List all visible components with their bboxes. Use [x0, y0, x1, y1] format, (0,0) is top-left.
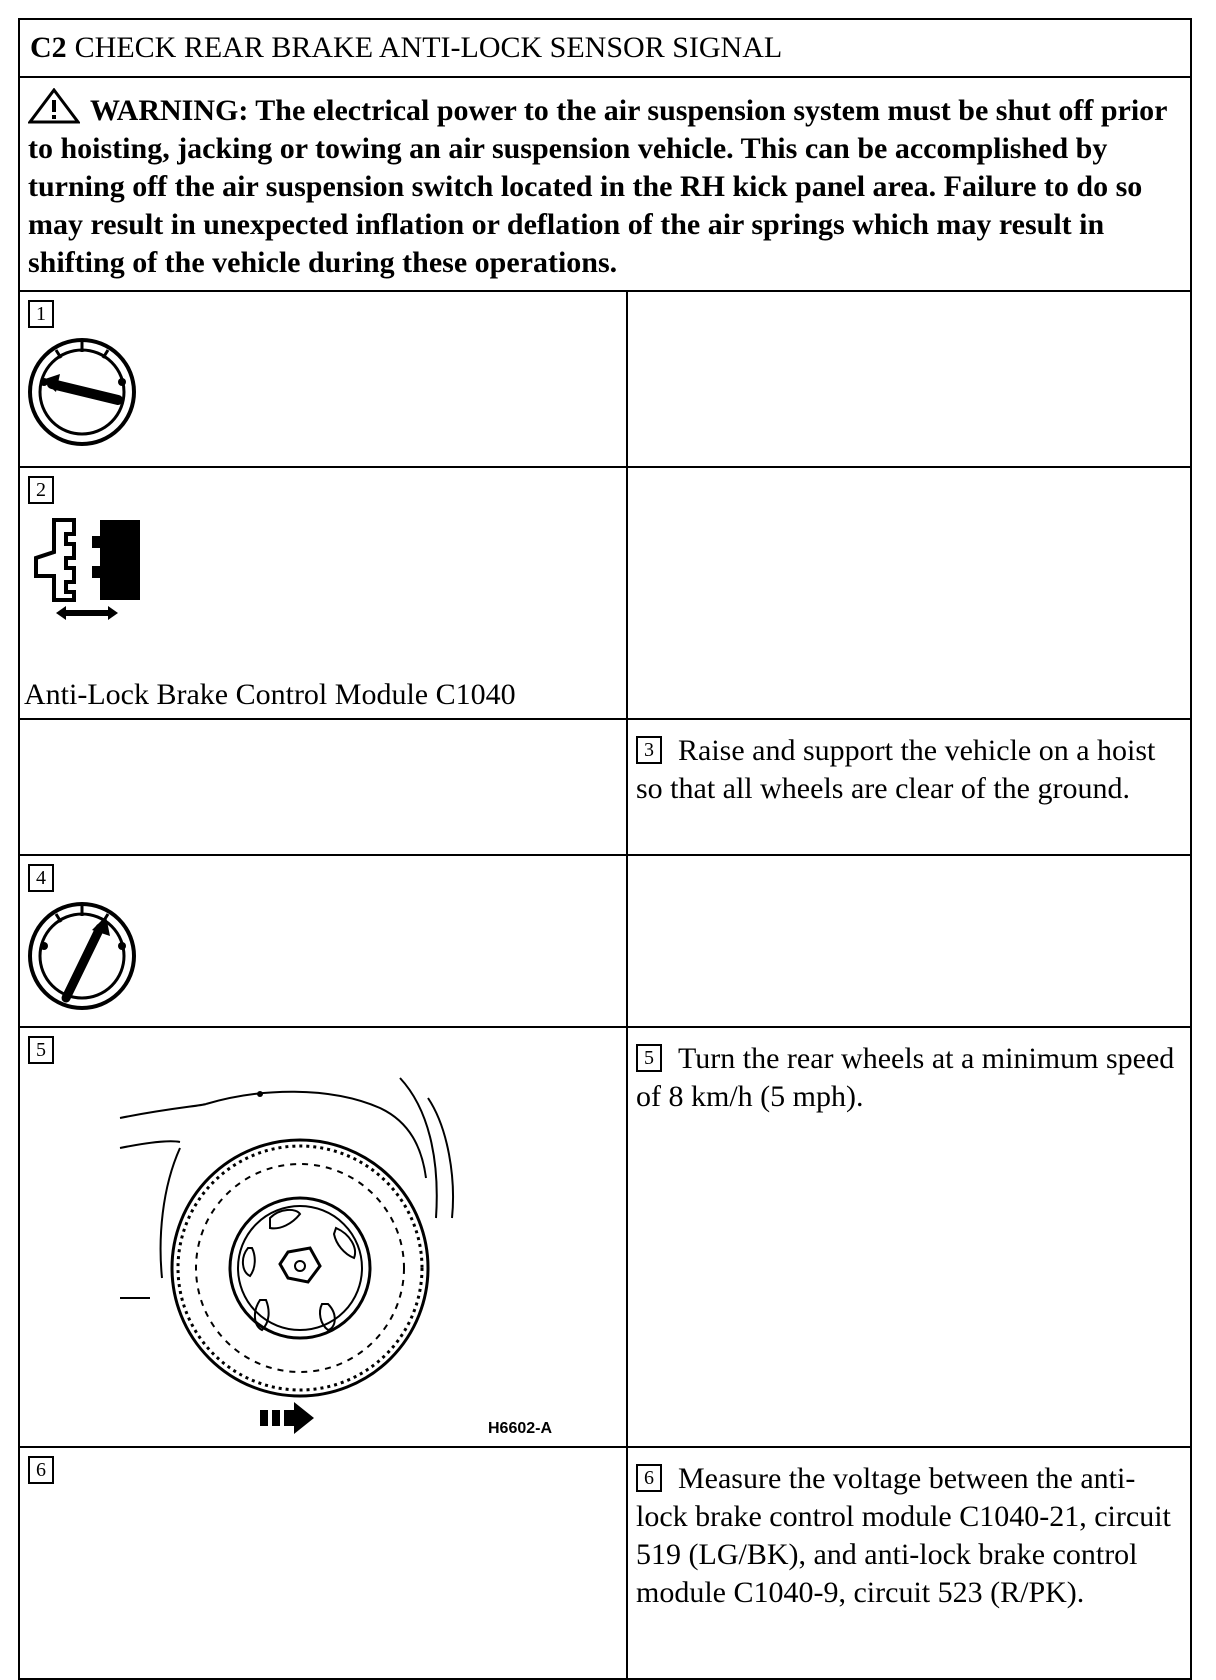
step-number-box: 5 — [28, 1036, 54, 1064]
step-instruction: Measure the voltage between the anti-lock brake control module C1040-21, circuit 519 (LG/BK), and anti-lock brake control module C1040-9, circuit 523 (R/PK). — [636, 1462, 1171, 1609]
step-number-box: 6 — [636, 1464, 662, 1492]
procedure-sheet — [18, 18, 1192, 1680]
step-row-2 — [20, 468, 1190, 720]
step-number-box: 6 — [28, 1456, 54, 1484]
step-row-6 — [20, 1448, 1190, 1678]
procedure-header — [20, 20, 1190, 78]
step-6-graphic-cell — [20, 1448, 628, 1678]
step-row-5 — [20, 1028, 1190, 1448]
step-number-box: 4 — [28, 864, 54, 892]
step-number-box: 1 — [28, 300, 54, 328]
figure-code: H6602-A — [488, 1420, 553, 1437]
step-row-1 — [20, 292, 1190, 468]
step-code: C2 — [30, 31, 67, 64]
ignition-key-on-icon — [26, 900, 138, 1012]
connector-disconnect-icon — [26, 514, 156, 624]
step-4-graphic-cell — [20, 856, 628, 1026]
step-5-graphic-cell — [20, 1028, 628, 1446]
step-2-graphic-cell — [20, 468, 628, 718]
warning-block — [20, 78, 1190, 292]
step-6-instruction-cell — [628, 1448, 1190, 1678]
step-number-box: 2 — [28, 476, 54, 504]
step-2-instruction-cell — [628, 468, 1190, 718]
step-instruction: Raise and support the vehicle on a hoist so that all wheels are clear of the ground. — [636, 734, 1156, 805]
warning-triangle-icon — [28, 88, 80, 124]
rear-wheel-rotate-illustration — [110, 1068, 590, 1438]
step-1-instruction-cell — [628, 292, 1190, 466]
connector-caption: Anti-Lock Brake Control Module C1040 — [24, 678, 516, 711]
step-number-box: 5 — [636, 1044, 662, 1072]
step-3-graphic-cell — [20, 720, 628, 854]
step-5-instruction-cell — [628, 1028, 1190, 1446]
step-number-box: 3 — [636, 736, 662, 764]
step-4-instruction-cell — [628, 856, 1190, 1026]
step-row-3 — [20, 720, 1190, 856]
procedure-title: CHECK REAR BRAKE ANTI-LOCK SENSOR SIGNAL — [74, 31, 783, 64]
ignition-key-off-icon — [26, 336, 138, 448]
step-instruction: Turn the rear wheels at a minimum speed of 8 km/h (5 mph). — [636, 1042, 1175, 1113]
step-3-instruction-cell — [628, 720, 1190, 854]
step-row-4 — [20, 856, 1190, 1028]
step-1-graphic-cell — [20, 292, 628, 466]
warning-text: WARNING: The electrical power to the air suspension system must be shut off prior to hoisting, jacking or towing an air suspension vehicle. This can be accomplished by turning off the air suspension switch located in the RH kick panel area. Failure to do so may result in unexpected inflation or deflation of the air springs which may result in shifting of the vehicle during these operations. — [28, 94, 1167, 279]
